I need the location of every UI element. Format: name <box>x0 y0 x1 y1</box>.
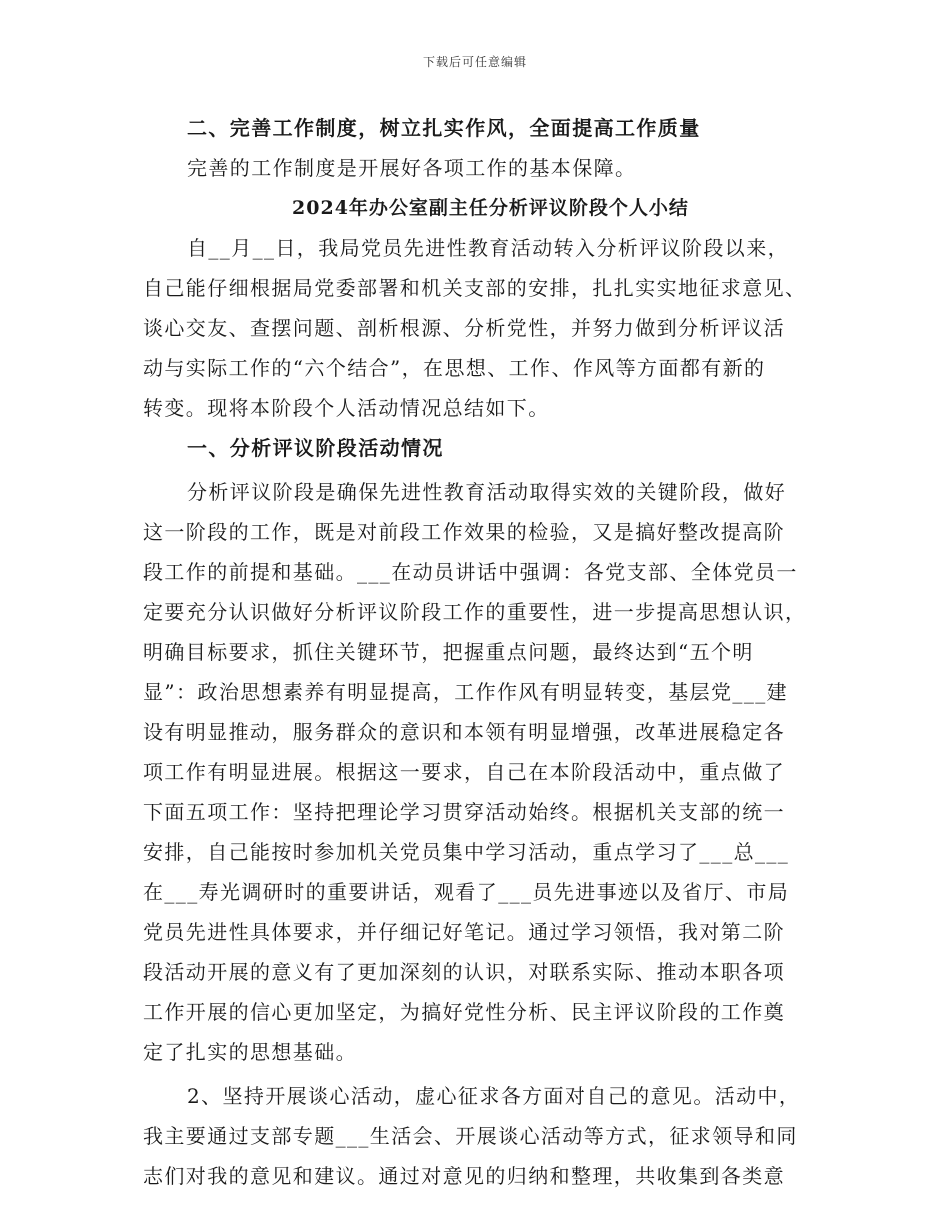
paragraph-line: 谈心交友、查摆问题、剖析根源、分析党性，并努力做到分析评议活 <box>143 316 785 340</box>
section1-heading: 一、分析评议阶段活动情况 <box>187 436 444 460</box>
paragraph-line: 分析评议阶段是确保先进性教育活动取得实效的关键阶段，做好 <box>187 480 787 504</box>
paragraph-line: 在___寿光调研时的重要讲话，观看了___员先进事迹以及省厅、市局 <box>143 880 790 904</box>
paragraph-line: 项工作有明显进展。根据这一要求，自己在本阶段活动中，重点做了 <box>143 760 785 784</box>
paragraph-line: 我主要通过支部专题___生活会、开展谈心活动等方式，征求领导和同 <box>143 1124 798 1148</box>
paragraph-line: 自己能仔细根据局党委部署和机关支部的安排，扎扎实实地征求意见、 <box>143 276 807 300</box>
intro-paragraph <box>143 228 808 428</box>
section1-paragraph <box>143 472 808 1072</box>
paragraph-line: 段工作的前提和基础。___在动员讲话中强调：各党支部、全体党员一 <box>143 560 798 584</box>
header-note: 下载后可任意编辑 <box>422 55 527 69</box>
paragraph-line: 定了扎实的思想基础。 <box>143 1040 357 1064</box>
paragraph-line: 这一阶段的工作，既是对前段工作效果的检验，又是搞好整改提高阶 <box>143 520 785 544</box>
paragraph-line: 下面五项工作：坚持把理论学习贯穿活动始终。根据机关支部的统一 <box>143 800 785 824</box>
section2-body: 完善的工作制度是开展好各项工作的基本保障。 <box>187 156 637 180</box>
document-body <box>143 108 808 1196</box>
paragraph-line: 设有明显推动，服务群众的意识和本领有明显增强，改革进展稳定各 <box>143 720 785 744</box>
item2-paragraph <box>143 1076 808 1196</box>
paragraph-line: 动与实际工作的“六个结合”，在思想、工作、作风等方面都有新的 <box>143 356 766 380</box>
paragraph-line: 工作开展的信心更加坚定，为搞好党性分析、民主评议阶段的工作奠 <box>143 1000 785 1024</box>
paragraph-line: 明确目标要求，抓住关键环节，把握重点问题，最终达到“五个明 <box>143 640 754 664</box>
paragraph-line: 志们对我的意见和建议。通过对意见的归纳和整理，共收集到各类意 <box>143 1164 785 1188</box>
paragraph-line: 转变。现将本阶段个人活动情况总结如下。 <box>143 396 550 420</box>
paragraph-line: 定要充分认识做好分析评议阶段工作的重要性，进一步提高思想认识， <box>143 600 807 624</box>
paragraph-line: 2、坚持开展谈心活动，虚心征求各方面对自己的意见。活动中， <box>187 1084 801 1108</box>
document-title: 2024年办公室副主任分析评议阶段个人小结 <box>292 197 689 219</box>
paragraph-line: 自__月__日，我局党员先进性教育活动转入分析评议阶段以来， <box>187 236 789 260</box>
paragraph-line: 党员先进性具体要求，并仔细记好笔记。通过学习领悟，我对第二阶 <box>143 920 785 944</box>
paragraph-line: 段活动开展的意义有了更加深刻的认识，对联系实际、推动本职各项 <box>143 960 785 984</box>
section2-heading: 二、完善工作制度，树立扎实作风，全面提高工作质量 <box>187 116 701 140</box>
paragraph-line: 安排，自己能按时参加机关党员集中学习活动，重点学习了___总___ <box>143 840 790 864</box>
paragraph-line: 显”：政治思想素养有明显提高，工作作风有明显转变，基层党___建 <box>143 680 789 704</box>
